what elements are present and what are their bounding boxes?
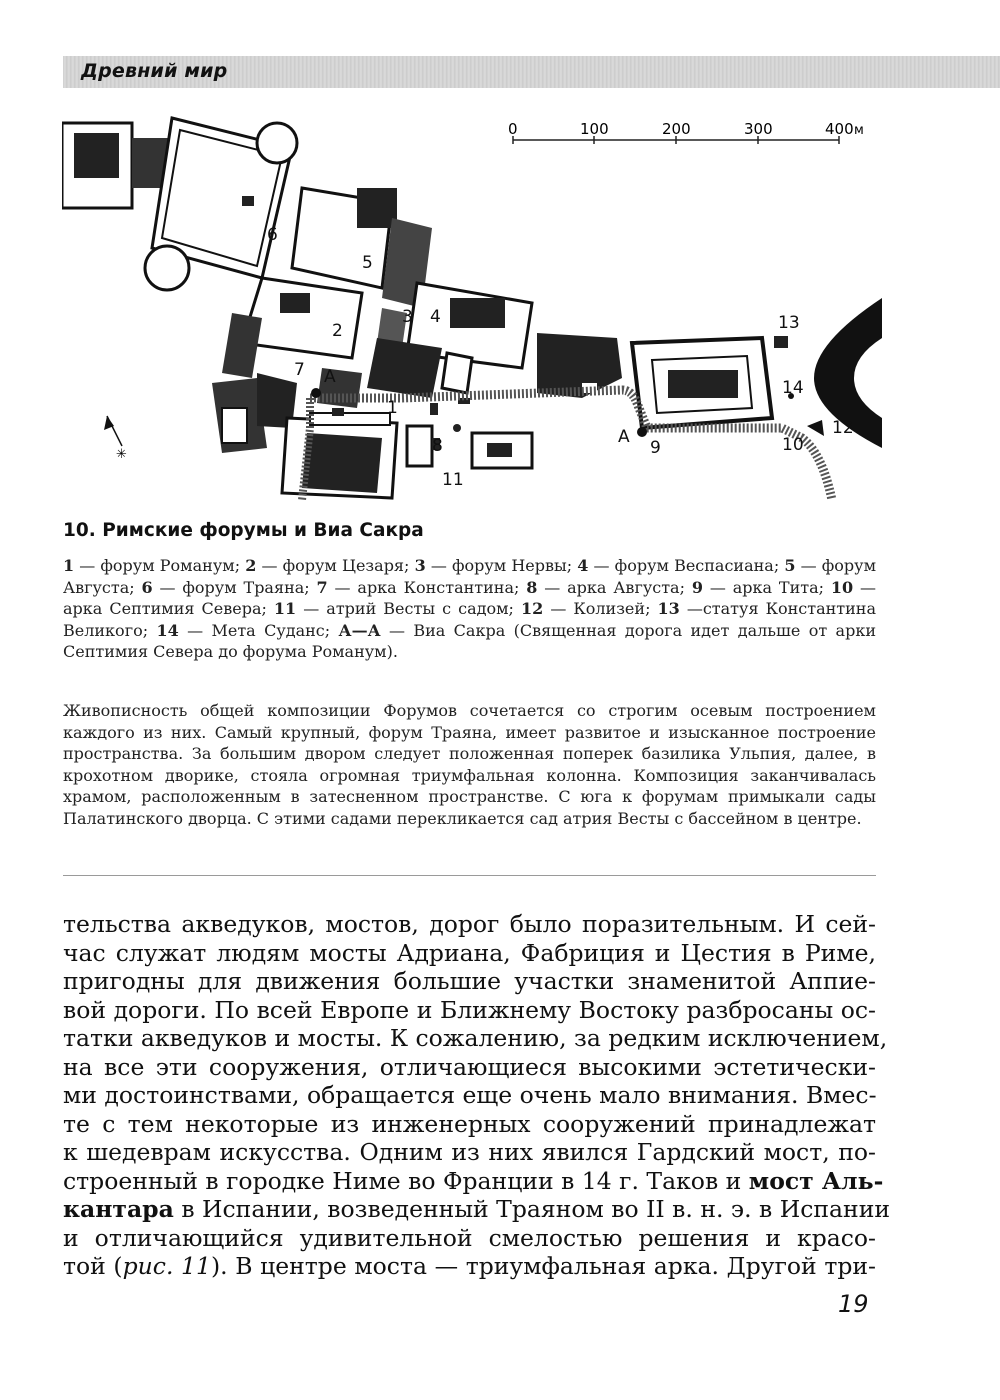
body-line: на все эти сооружения, отличающиеся высокими эстетически- [63,1052,876,1081]
scale-tick-0: 0 [508,120,518,138]
legend-text: — арка Септимия Севера; [63,577,877,618]
legend-num: 11 [273,599,297,618]
figure-legend [63,555,876,663]
map-label-12: 12 [832,418,854,438]
scale-tick-400: 400 [825,120,854,138]
figure-reference: рис. 11 [122,1252,211,1280]
legend-num: 5 [784,556,796,575]
body-bold-term: кантара [63,1195,174,1223]
body-text-run: в Испании, возведенный Траяном во II в. н. э. в Испании [173,1195,891,1223]
legend-text: — форум Августа; [63,556,877,597]
body-line: вой дороги. По всей Европе и Ближнему Востоку разбросаны ос- [63,995,876,1024]
section-divider [63,875,876,876]
legend-text: —статуя Константина Великого; [63,599,877,640]
body-line: к шедеврам искусства. Одним из них явился Гардский мост, по- [63,1138,876,1166]
map-label-a-east: А [618,427,630,447]
legend-text: — форум Романум; [74,556,246,575]
map-label-a-west: А [324,367,336,387]
legend-num: 2 [245,556,257,575]
legend-num: 12 [521,599,544,618]
map-label-13: 13 [778,313,800,333]
body-line [63,1166,884,1196]
figure-caption-number: 10. [63,520,96,541]
body-bold-term: мост Аль- [748,1166,884,1195]
legend-text: — Колизей; [543,599,658,618]
map-label-7: 7 [294,360,305,380]
map-label-3: 3 [402,307,413,327]
legend-num: 3 [414,556,426,575]
body-line: те с тем некоторые из инженерных сооружений принадлежат [63,1109,876,1138]
legend-num: 8 [526,577,538,597]
legend-text: — арка Августа; [537,577,692,597]
legend-num: 1 [63,556,75,575]
map-label-5: 5 [362,253,373,273]
body-line [63,1252,876,1281]
body-text-run: той ( [63,1252,123,1280]
scale-tick-200: 200 [662,120,691,138]
scale-tick-100: 100 [580,120,609,138]
body-paragraph [63,910,891,1281]
map-label-2: 2 [332,321,343,341]
legend-text: — форум Нервы; [425,556,578,575]
legend-text: — форум Цезаря; [256,556,415,575]
legend-num: А—А [338,620,381,640]
body-line: пригодны для движения большие участки знаменитой Аппие- [63,967,876,995]
body-line: и отличающийся удивительной смелостью решения и красо- [63,1223,876,1252]
body-line [63,1195,891,1224]
legend-num: 9 [691,577,703,597]
legend-num: 10 [830,577,854,597]
scale-tick-300: 300 [744,120,773,138]
map-label-8: 8 [432,436,443,456]
compass-arrow-icon [104,416,127,462]
figure-description: Живописность общей композиции Форумов сочетается со строгим осевым построением каждого из них. Самый крупный, форум Траяна, имеет развитое и изысканное построение пространства. За большим двором следует положенная поперек базилика Ульпия, далее, в крохотном дворике, стояла огромная триумфальная колонна. Композиция заканчивалась храмом, расположенным в затесненном пространстве. С юга к форумам примыкали сады Палатинского дворца. С этими садами перекликается сад атрия Весты с бассейном в центре. [63,701,876,828]
forum-trajan-plan [62,118,297,290]
map-label-4: 4 [430,307,441,327]
legend-text: — атрий Весты с садом; [296,599,521,618]
running-header [63,56,1000,88]
map-label-10: 10 [782,435,804,455]
body-line: ми достоинствами, обращается еще очень мало внимания. Вмес- [63,1081,877,1109]
legend-text: — Виа Сакра (Священная дорога идет дальше от арки Септимия Севера до форума Романум). [63,620,876,661]
legend-text: — форум Траяна; [152,577,317,597]
legend-text: — арка Тита; [703,577,831,597]
svg-text:✳: ✳ [116,447,127,462]
page-number: 19 [838,1290,869,1318]
figure-caption-text: Римские форумы и Виа Сакра [102,520,424,541]
map-label-6: 6 [267,225,278,245]
scale-bar [508,120,864,144]
legend-num: 14 [156,620,179,640]
temple-venus-rome-plan [632,338,772,428]
legend-text: — арка Константина; [327,577,527,597]
map-label-9: 9 [650,438,661,458]
running-header-title: Древний мир [81,60,228,82]
forum-map-figure [62,108,882,500]
forum-plan-svg [62,108,882,500]
map-label-1: 1 [387,398,398,418]
body-line: тельства акведуков, мостов, дорог было поразительным. И сей- [63,910,876,938]
south-buildings-plan [212,373,532,498]
legend-num: 6 [141,577,153,597]
body-text-run: строенный в городке Ниме во Франции в 14 г. Таков и [63,1166,749,1195]
map-label-11: 11 [442,470,464,490]
legend-num: 7 [316,577,328,597]
body-line: час служат людям мосты Адриана, Фабриция и Цестия в Риме, [63,938,876,967]
body-text-run: ). В центре моста — триумфальная арка. Другой три- [210,1252,876,1280]
legend-text: — форум Веспасиана; [588,556,785,575]
legend-text: — Мета Суданс; [178,620,339,640]
scale-unit: м [854,123,864,138]
body-line: татки акведуков и мосты. К сожалению, за редким исключением, [63,1024,888,1052]
legend-num: 4 [577,556,589,575]
figure-caption-title [63,520,424,541]
legend-num: 13 [657,599,680,618]
map-label-14: 14 [782,378,804,398]
